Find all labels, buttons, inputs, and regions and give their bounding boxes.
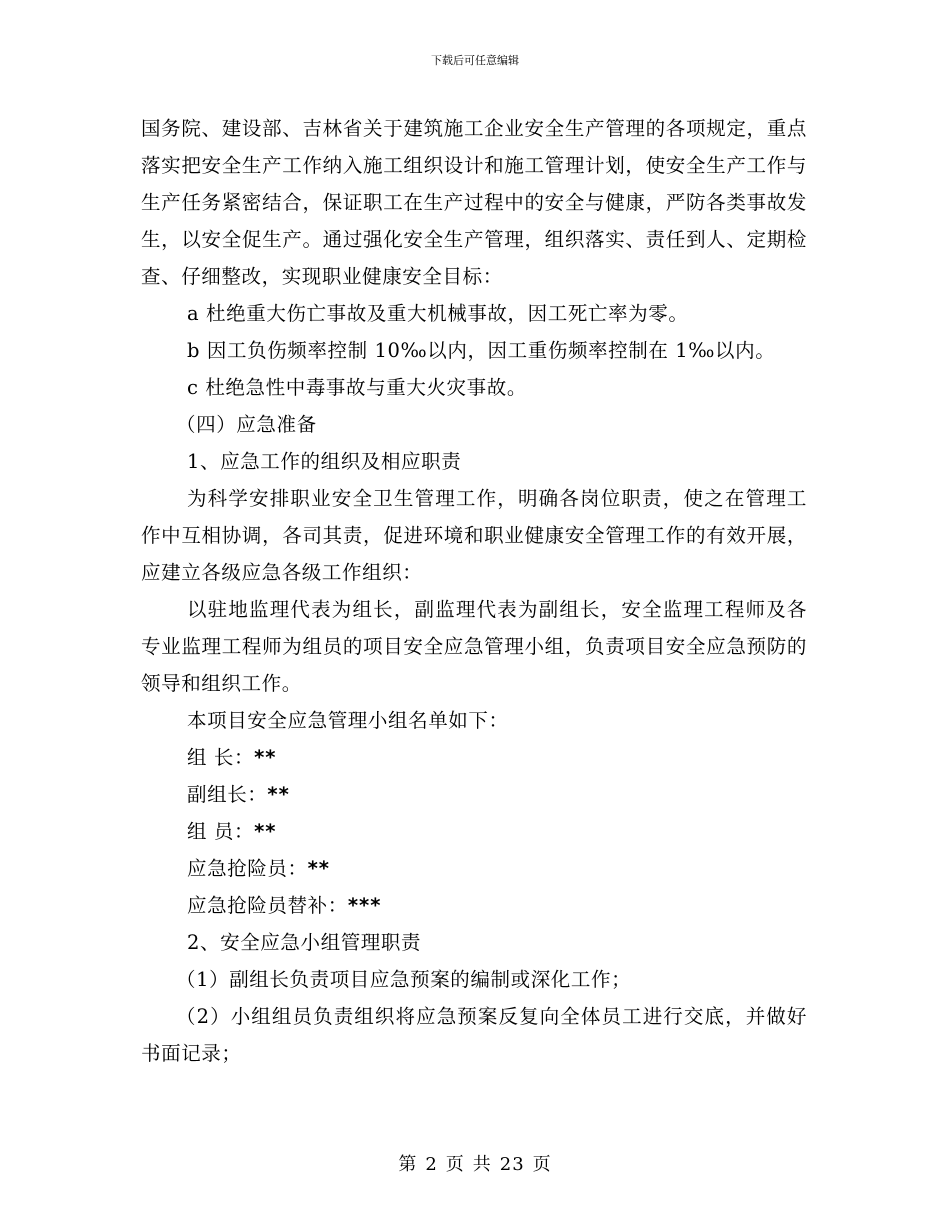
section-heading-emergency-prep: （四）应急准备 xyxy=(176,413,317,436)
paragraph-goal-c: c 杜绝急性中毒事故与重大火灾事故。 xyxy=(187,376,527,399)
duty-item-2: （2）小组组员负责组织将应急预案反复向全体员工进行交底，并做好书面记录； xyxy=(141,1005,807,1065)
paragraph-roster-intro: 本项目安全应急管理小组名单如下： xyxy=(187,709,509,732)
paragraph-organization-intro: 为科学安排职业安全卫生管理工作，明确各岗位职责，使之在管理工作中互相协调，各司其责，促进环境和职业健康安全管理工作的有效开展，应建立各级应急各级工作组织： xyxy=(141,487,807,584)
footer-prefix: 第 xyxy=(398,1154,418,1175)
roster-item-rescuer: 应急抢险员：** xyxy=(187,857,331,880)
footer-total-pages: 23 xyxy=(499,1154,525,1175)
roster-item-rescuer-backup: 应急抢险员替补：*** xyxy=(187,894,382,917)
page-header: 下载后可任意编辑 xyxy=(431,54,519,67)
footer-total-prefix: 共 xyxy=(472,1154,492,1175)
document-body xyxy=(141,110,807,1072)
page-footer xyxy=(0,1153,950,1177)
paragraph-safety-regulations: 国务院、建设部、吉林省关于建筑施工企业安全生产管理的各项规定，重点落实把安全生产工作纳入施工组织设计和施工管理计划，使安全生产工作与生产任务紧密结合，保证职工在生产过程中的安全与健康，严防各类事故发生，以安全促生产。通过强化安全生产管理，组织落实、责任到人、定期检查、仔细整改，实现职业健康安全目标： xyxy=(141,117,807,288)
subheading-team-duties: 2、安全应急小组管理职责 xyxy=(187,931,422,954)
footer-suffix: 页 xyxy=(532,1154,552,1175)
roster-item-leader: 组 长：** xyxy=(187,746,277,769)
paragraph-team-composition: 以驻地监理代表为组长，副监理代表为副组长，安全监理工程师及各专业监理工程师为组员的项目安全应急管理小组，负责项目安全应急预防的领导和组织工作。 xyxy=(141,598,807,695)
subheading-organization-duties: 1、应急工作的组织及相应职责 xyxy=(187,450,462,473)
footer-mid: 页 xyxy=(445,1154,465,1175)
roster-item-deputy-leader: 副组长：** xyxy=(187,783,290,806)
duty-item-1: （1）副组长负责项目应急预案的编制或深化工作； xyxy=(176,968,632,991)
paragraph-goal-a: a 杜绝重大伤亡事故及重大机械事故，因工死亡率为零。 xyxy=(187,302,689,325)
footer-current-page: 2 xyxy=(425,1154,438,1175)
roster-item-member: 组 员：** xyxy=(187,820,277,843)
paragraph-goal-b: b 因工负伤频率控制 10‰以内，因工重伤频率控制在 1‰以内。 xyxy=(187,339,776,362)
